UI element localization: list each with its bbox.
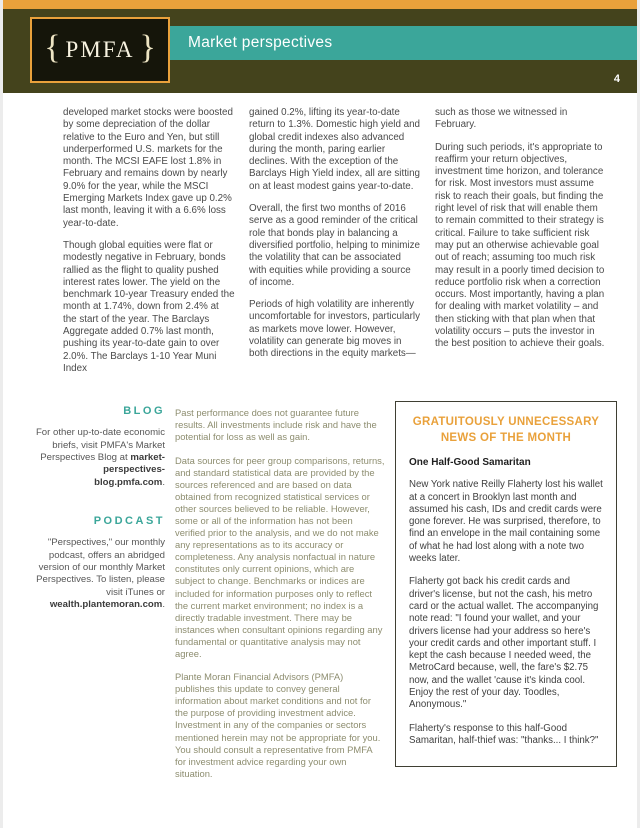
- news-box-heading: GRATUITOUSLY UNNECESSARY NEWS OF THE MONTH: [412, 416, 600, 445]
- disclaimer-paragraph: Past performance does not guarantee future results. All investments include risk and have the potential for loss as well as gain.: [175, 407, 377, 443]
- news-paragraph: Flaherty got back his credit cards and driver's license, but not the cash, his metro card or the actual wallet. The accompanying note read: "I found your wallet, and your drivers license had your address so here's your credit cards and other important stuff. I kept the cash because I needed weed, the MetroCard because, well, the fare's $2.75 now, and the wallet 'cause it's kinda cool. Enjoy the rest of your day. Toodles, Anonymous.": [409, 576, 599, 711]
- podcast-url-link[interactable]: wealth.plantemoran.com: [49, 599, 163, 611]
- logo-text: PMFA: [65, 37, 135, 62]
- page-number: 4: [613, 73, 620, 85]
- blog-text: For other up-to-date economic briefs, visit PMFA's Market Perspectives Blog at: [35, 427, 165, 464]
- disclaimer-paragraph: Plante Moran Financial Advisors (PMFA) publishes this update to convey general information about market conditions and not for the purpose of providing investment advice. Investment in any of the companies or sectors mentioned herein may not be appropriate for you. You should consult a representative from PMFA for investment advice regarding your own situation.: [175, 671, 381, 779]
- blog-suffix: .: [162, 476, 165, 488]
- article-paragraph: During such periods, it's appropriate to reaffirm your return objectives, investment time horizon, and tolerance for risk. Most investors must assume risk to reach their goals, but finding the right level of risk that will enable them to remain committed to their strategy is critical. Failure to take sufficient risk may put an otherwise achievable goal out of reach; assuming too much risk may result in a poorly timed decision to reduce portfolio risk when a correction occurs. Most importantly, having a plan for dealing with market volatility – and then sticking with that plan when that volatility occurs – puts the investor in the best position to achieve their goals.: [435, 141, 605, 350]
- article-column-3: [435, 107, 607, 385]
- pmfa-logo: [30, 17, 170, 83]
- blog-podcast-sidebar: [33, 401, 165, 611]
- podcast-suffix: .: [162, 599, 165, 611]
- blog-paragraph: [33, 427, 165, 489]
- news-paragraph: Flaherty's response to this half-Good Samaritan, half-thief was: "thanks... I think?": [409, 722, 599, 746]
- article-column-1: [63, 107, 235, 385]
- news-paragraph: New York native Reilly Flaherty lost his wallet at a concert in Brooklyn last month and assumed his cash, IDs and credit cards were gone forever. He was surprised, therefore, to find an envelope in the mail containing some of what he had lost along with a note two weeks later.: [409, 479, 603, 565]
- page-title: Market perspectives: [188, 34, 333, 51]
- header-banner: [3, 9, 637, 93]
- footer-section: [3, 385, 637, 791]
- news-box-subheading: One Half-Good Samaritan: [409, 457, 531, 469]
- article-paragraph: gained 0.2%, lifting its year-to-date return to 1.3%. Domestic high yield and global credit indexes also advanced during the month, paring earlier declines. With the exception of the Barclays High Yield index, all are sitting on at least modest gains year-to-date.: [249, 107, 420, 192]
- disclaimer-column: [175, 401, 385, 791]
- podcast-text: "Perspectives," our monthly podcast, offers an abridged version of our monthly Market Perspectives. To listen, please visit iTunes or: [36, 537, 165, 598]
- top-accent-strip: [3, 0, 637, 9]
- news-box: [395, 401, 617, 767]
- podcast-heading: PODCAST: [93, 515, 165, 528]
- article-paragraph: Though global equities were flat or modestly negative in February, bonds rallied as the flight to quality pushed interest rates lower. The yield on the benchmark 10-year Treasury ended the month at 1.74%, down from 2.4% at the start of the year. The Barclays Aggregate added 0.7% last month, pushing its year-to-date gain to over 2.0%. The Barclays 1-10 Year Muni Index: [63, 239, 235, 374]
- title-band: [170, 26, 637, 60]
- article-column-2: [249, 107, 421, 385]
- podcast-paragraph: [33, 537, 165, 611]
- blog-url-link[interactable]: market-perspectives-blog.pmfa.com: [94, 452, 165, 488]
- logo-close-brace: }: [139, 29, 156, 66]
- logo-open-brace: {: [44, 29, 61, 66]
- article-paragraph: such as those we witnessed in February.: [435, 107, 568, 131]
- article-columns: [3, 93, 637, 385]
- article-paragraph: Overall, the first two months of 2016 serve as a good reminder of the critical role that bonds play in balancing a diversified portfolio, helping to minimize the volatility that can be associated with equities while providing a source of income.: [249, 203, 420, 288]
- article-paragraph: developed market stocks were boosted by some depreciation of the dollar relative to the Euro and Yen, but still underperformed U.S. markets for the month. The MCSI EAFE lost 1.8% in February and remains down by nearly 9.0% for the year, while the MSCI Emerging Markets Index gave up 0.2% last month, leaving it with a 6.6% loss year-to-date.: [63, 107, 233, 229]
- article-paragraph: Periods of high volatility are inherently uncomfortable for investors, particularly as markets move lower. However, volatility can generate big moves in both directions in the equity markets—: [249, 299, 420, 360]
- disclaimer-paragraph: Data sources for peer group comparisons, returns, and standard statistical data are provided by the sources referenced and are based on data obtained from recognized statistical services or other sources believed to be reliable. However, some or all of the information has not been verified prior to the analysis, and we do not make any representations as to its accuracy or completeness. Any analysis nonfactual in nature constitutes only current opinions, which are subject to change. Benchmarks or indices are included for information purposes only to reflect the current market environment; no index is a directly tradable investment. There may be instances when consultant opinions regarding any fundamental or quantitative analysis may not agree.: [175, 454, 385, 660]
- blog-heading: BLOG: [123, 405, 165, 418]
